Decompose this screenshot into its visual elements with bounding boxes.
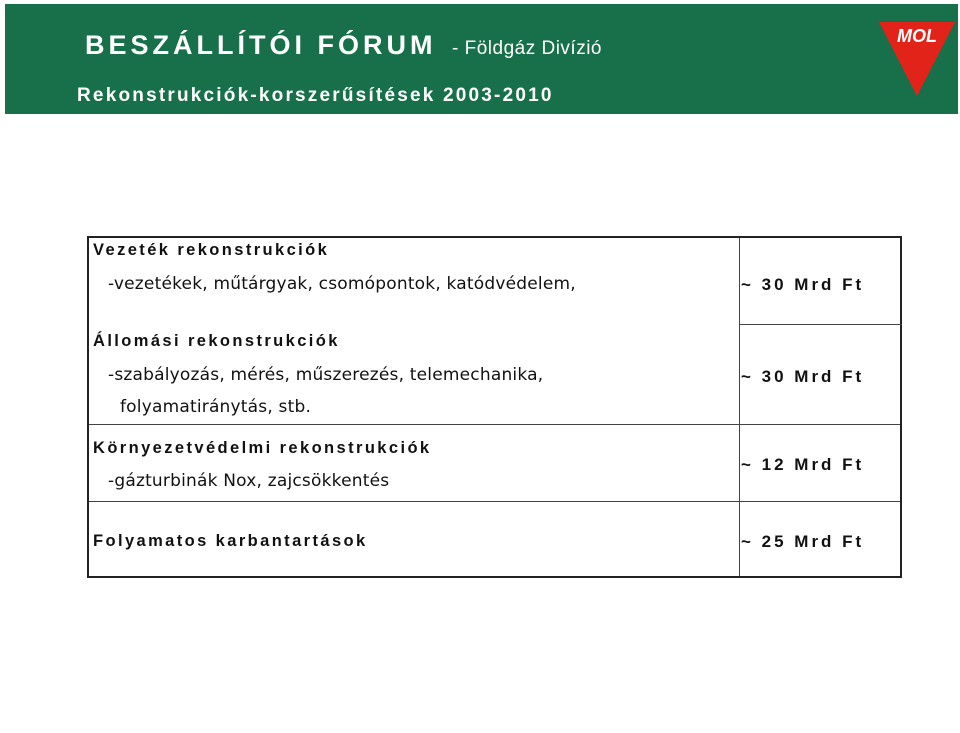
header-banner (5, 4, 958, 114)
row-heading: Vezeték rekonstrukciók (93, 241, 330, 259)
row-amount: ~ 25 Mrd Ft (741, 532, 865, 551)
row-detail: -gázturbinák Nox, zajcsökkentés (108, 471, 390, 491)
row-heading: Állomási rekonstrukciók (93, 332, 340, 350)
row-detail: -szabályozás, mérés, műszerezés, telemechanika, (108, 365, 544, 385)
mol-logo-icon (877, 20, 957, 98)
forum-title: BESZÁLLÍTÓI FÓRUM (85, 30, 437, 60)
cost-table (87, 236, 902, 578)
row-divider (739, 324, 902, 325)
row-detail: -vezetékek, műtárgyak, csomópontok, katódvédelem, (108, 274, 576, 294)
row-divider (89, 424, 900, 425)
row-amount: ~ 30 Mrd Ft (741, 275, 865, 294)
page-title (85, 30, 602, 61)
division-label: - Földgáz Divízió (452, 38, 602, 59)
row-amount: ~ 12 Mrd Ft (741, 455, 865, 474)
column-divider (739, 238, 740, 576)
row-amount: ~ 30 Mrd Ft (741, 367, 865, 386)
row-divider (89, 501, 900, 502)
page-subtitle: Rekonstrukciók-korszerűsítések 2003-2010 (77, 85, 554, 106)
row-heading: Környezetvédelmi rekonstrukciók (93, 439, 432, 457)
logo-text: MOL (897, 26, 937, 46)
row-detail: folyamatiránytás, stb. (120, 397, 312, 417)
row-heading: Folyamatos karbantartások (93, 532, 368, 550)
